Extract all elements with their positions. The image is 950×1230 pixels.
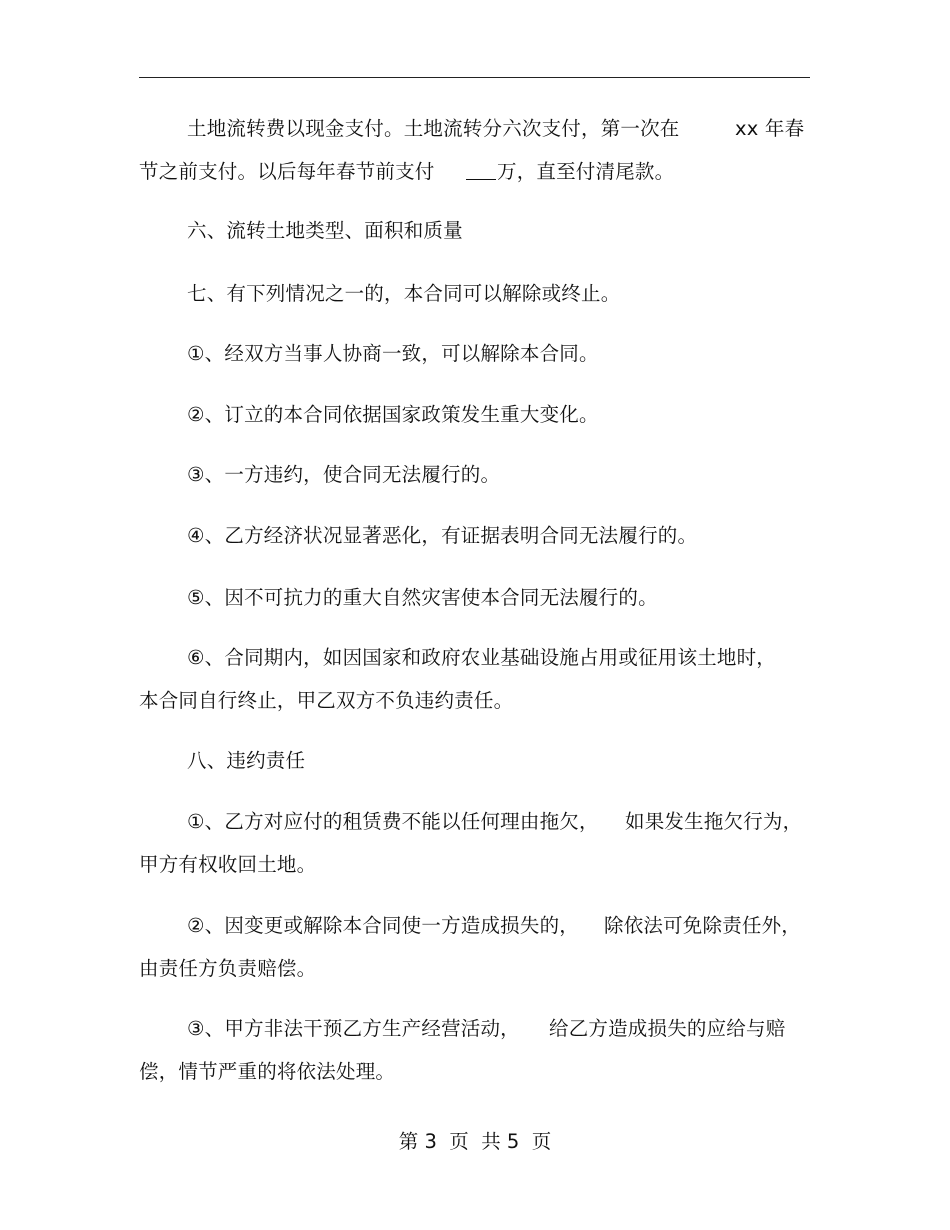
section-heading: 七、有下列情况之一的，本合同可以解除或终止。 (187, 282, 621, 305)
list-item: ⑤、因不可抗力的重大自然灾害使本合同无法履行的。 (187, 586, 658, 609)
list-item-continuation: 本合同自行终止，甲乙双方不负违约责任。 (139, 689, 514, 712)
paragraph-line: xx 年春 (735, 117, 805, 140)
paragraph-line: 万，直至付清尾款。 (497, 160, 675, 183)
list-item: 除依法可免除责任外， (604, 914, 802, 937)
blank-underline (466, 161, 496, 180)
section-heading: 八、违约责任 (187, 749, 306, 772)
list-item-continuation: 甲方有权收回土地。 (139, 853, 317, 876)
list-item: ①、乙方对应付的租赁费不能以任何理由拖欠， (187, 810, 599, 833)
list-item: ④、乙方经济状况显著恶化，有证据表明合同无法履行的。 (187, 524, 698, 547)
list-item: ⑥、合同期内，如因国家和政府农业基础设施占用或征用该土地时， (187, 646, 776, 669)
list-item: ③、一方违约，使合同无法履行的。 (187, 463, 501, 486)
page-footer: 第 3 页 共 5 页 (398, 1130, 552, 1153)
section-heading: 六、流转土地类型、面积和质量 (187, 219, 463, 242)
paragraph-line: 节之前支付。以后每年春节前支付 (139, 160, 435, 183)
list-item: ②、订立的本合同依据国家政策发生重大变化。 (187, 403, 599, 426)
list-item-continuation: 偿，情节严重的将依法处理。 (139, 1060, 396, 1083)
list-item-continuation: 由责任方负责赔偿。 (139, 957, 317, 980)
list-item: ②、因变更或解除本合同使一方造成损失的， (187, 914, 579, 937)
list-item: ①、经双方当事人协商一致，可以解除本合同。 (187, 342, 599, 365)
list-item: ③、甲方非法干预乙方生产经营活动， (187, 1017, 520, 1040)
list-item: 如果发生拖欠行为， (625, 810, 803, 833)
paragraph-line: 土地流转费以现金支付。土地流转分六次支付，第一次在 (187, 117, 680, 140)
list-item: 给乙方造成损失的应给与赔 (549, 1017, 786, 1040)
header-rule (139, 77, 810, 78)
